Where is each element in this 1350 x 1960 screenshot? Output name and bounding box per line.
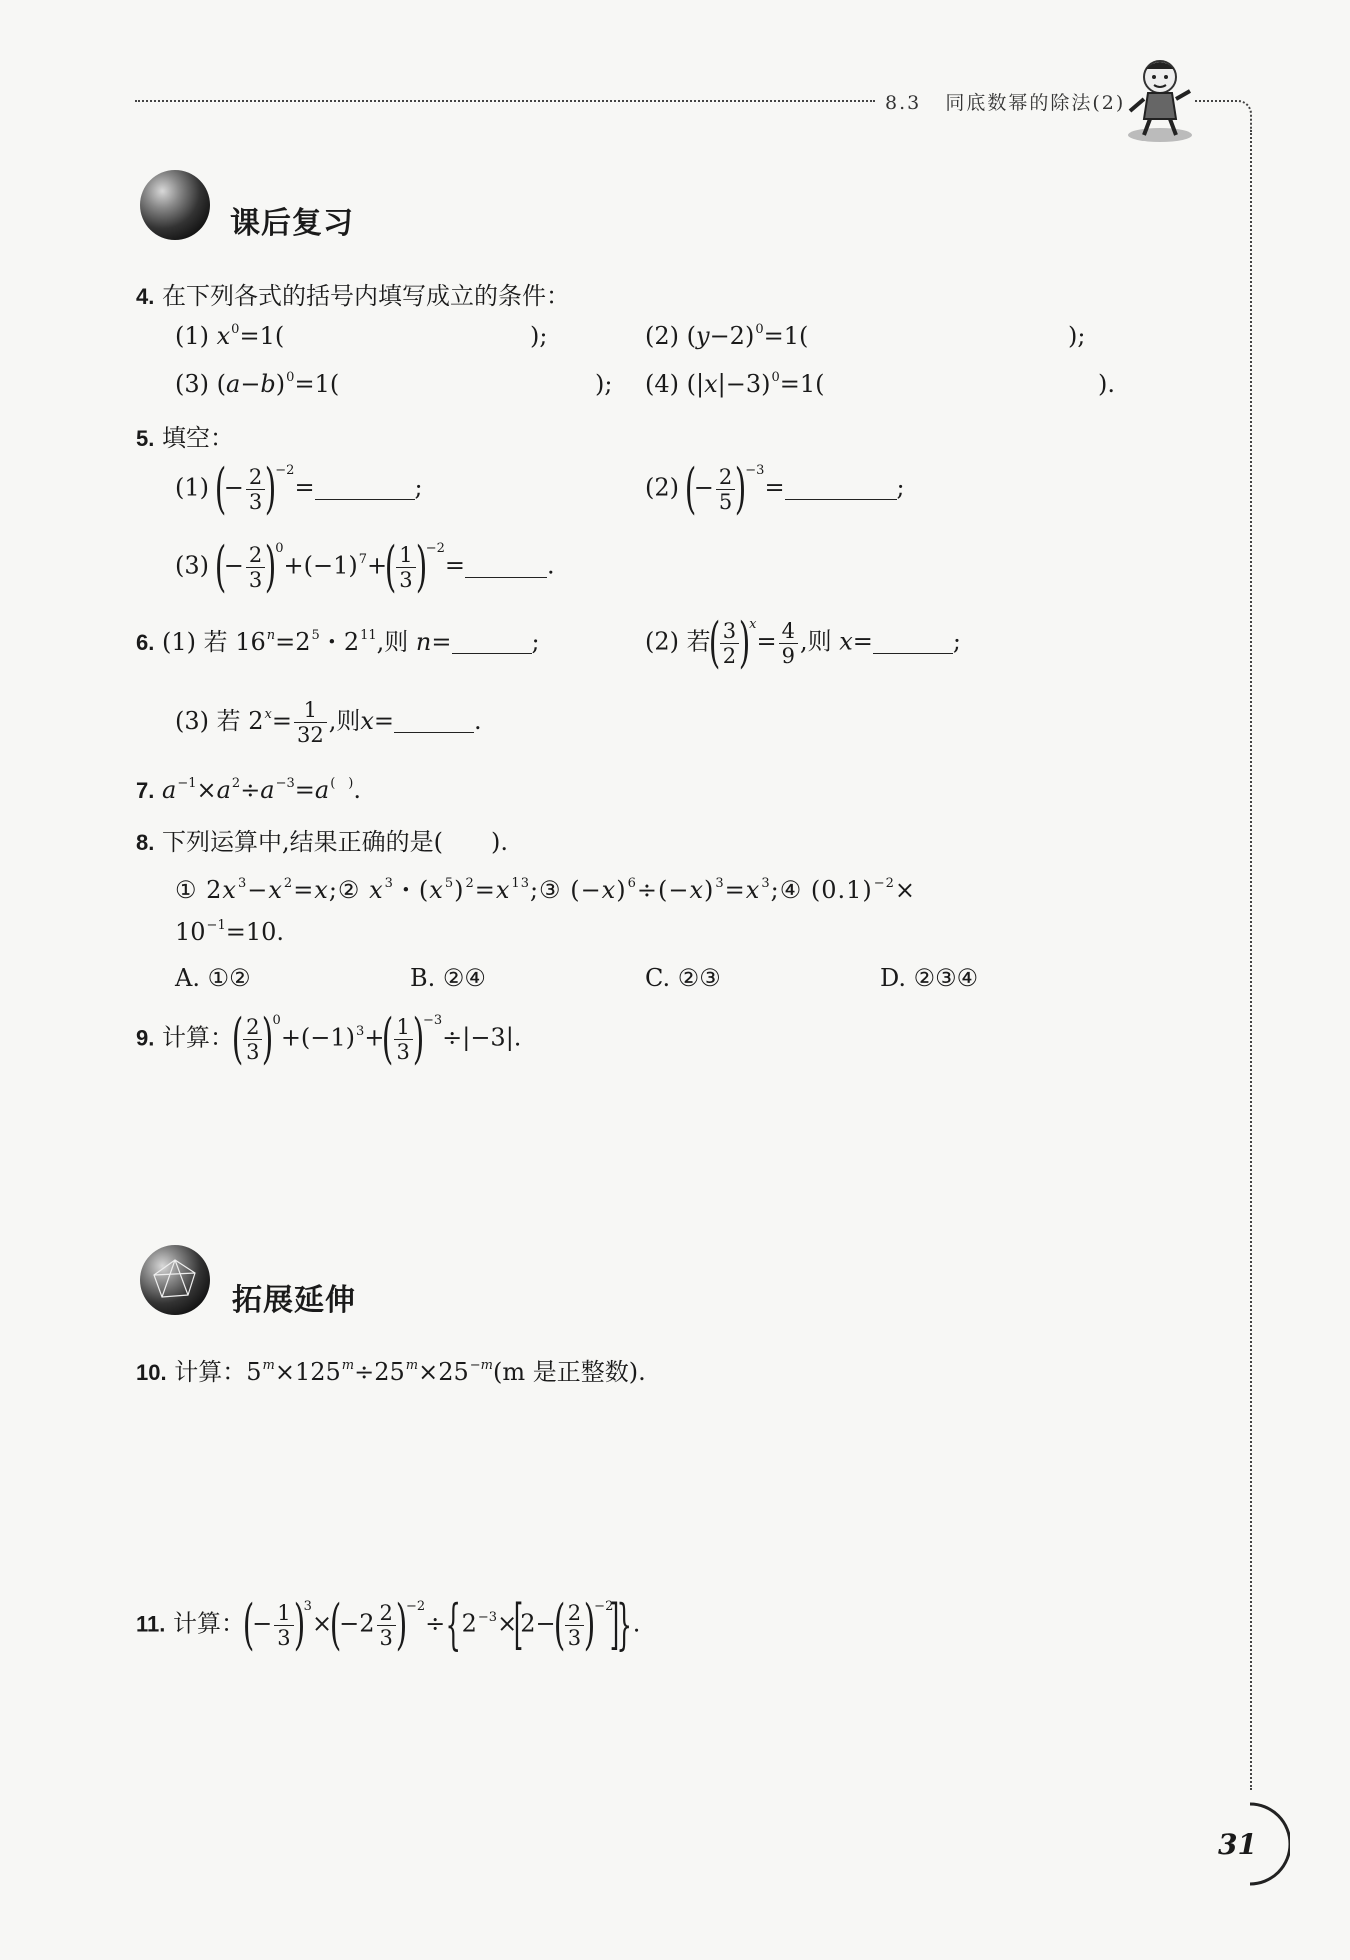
review-section-title: 课后复习: [230, 206, 354, 241]
q6-part-3: (3) 若 $2^x=$ $\frac{1}{32}$ ,则x= .: [175, 698, 482, 747]
question-7: 7. $a^{-1}\times a^2\div a^{-3}=a^{( )}$.: [136, 776, 361, 804]
header-title: [885, 88, 1125, 115]
question-text: 计算：: [174, 1358, 247, 1386]
question-9: 9. 计算：( $\frac{2}{3}$ )$0+(-1)^3+$( $\frac{1}{3}$ )−3÷|−3|.: [136, 1007, 522, 1070]
q8-option-b[interactable]: B. ②④: [410, 964, 486, 992]
q6-part-2: (2) 若( $\frac{3}{2}$ )x= $\frac{4}{9}$ ,则 x= ;: [645, 611, 961, 674]
q8-option-c[interactable]: C. ②③: [645, 964, 721, 992]
header-rule-left: [135, 100, 875, 102]
question-number: 9.: [136, 1025, 155, 1051]
q4-part-3: (3) $(a-b)^0=1$(: [175, 370, 340, 398]
page-number: 31: [1218, 1828, 1257, 1861]
question-text: 填空：: [162, 424, 234, 452]
question-5: [136, 418, 234, 453]
q4-part-1: (1) $x^0=1$(: [175, 322, 285, 350]
section-icon-sphere: [140, 170, 210, 240]
header-section-title: 同底数幂的除法(2): [945, 92, 1126, 114]
question-number: 11.: [136, 1611, 166, 1637]
question-number: 5.: [136, 426, 155, 451]
question-11: 11. 计算：(− $\frac{1}{3}$ )3×(−2 $\frac{2}{3}$ )$-2\div\{2^{-3}\times[2-$( $\frac{2}{3}$ )−2]}.: [136, 1593, 641, 1656]
question-text: 计算：: [162, 1023, 234, 1052]
q8-option-a[interactable]: A. ①②: [175, 964, 251, 992]
right-margin-rule: [1250, 130, 1252, 1790]
question-text: 在下列各式的括号内填写成立的条件：: [162, 282, 570, 310]
question-8: [136, 822, 508, 857]
extension-section-title: 拓展延伸: [232, 1283, 356, 1318]
q4-part-4: (4) $(|x|-3)^0=1$(: [645, 370, 825, 398]
question-number: 7.: [136, 778, 155, 803]
q5-part-3: (3) (− $\frac{2}{3}$ )$0+(-1)^7+$( $\frac{1}{3}$ )−2= .: [175, 535, 555, 598]
question-number: 4.: [136, 284, 155, 309]
globe-network-icon: [140, 1245, 210, 1315]
q4-part-4-close: ).: [1098, 370, 1115, 398]
question-tail: (m 是正整数).: [492, 1358, 646, 1386]
q4-part-3-close: );: [595, 370, 613, 398]
q8-option-d[interactable]: D. ②③④: [880, 964, 979, 992]
question-number: 6.: [136, 630, 155, 655]
header-rule-right: [1195, 100, 1252, 132]
q5-part-2: (2) (− $\frac{2}{5}$ )−3= ;: [645, 457, 905, 520]
question-4: [136, 276, 570, 311]
q5-part-1: (1) (− $\frac{2}{3}$ )−2= ;: [175, 457, 423, 520]
q8-statements: ① $2x^3-x^2=x;②$ $x^3$・$(x^5)^2=x^{13};③$ $(-x)^6\div(-x)^3=x^3;④$ $(0.1)^{-2}\times$: [175, 876, 917, 904]
q4-part-2-close: );: [1068, 322, 1086, 350]
question-text: 下列运算中,结果正确的是( ).: [162, 828, 508, 856]
q4-part-1-close: );: [530, 322, 548, 350]
question-number: 10.: [136, 1360, 167, 1385]
question-10: 10. 计算：$5^m\times 125^m\div 25^m\times 25^{-m}(m$ 是正整数).: [136, 1358, 646, 1386]
header-chapter: 8.3: [885, 92, 922, 114]
question-6: 6. (1) 若 $16^n=2^5$・$2^{11}$,则 n= ;: [136, 628, 540, 656]
mascot-illustration: [1120, 55, 1200, 145]
q4-part-2: (2) $(y-2)^0=1$(: [645, 322, 809, 350]
question-number: 8.: [136, 830, 155, 855]
question-text: 计算：: [173, 1609, 246, 1638]
q8-statements-cont: $10^{-1}=10$.: [175, 918, 284, 946]
